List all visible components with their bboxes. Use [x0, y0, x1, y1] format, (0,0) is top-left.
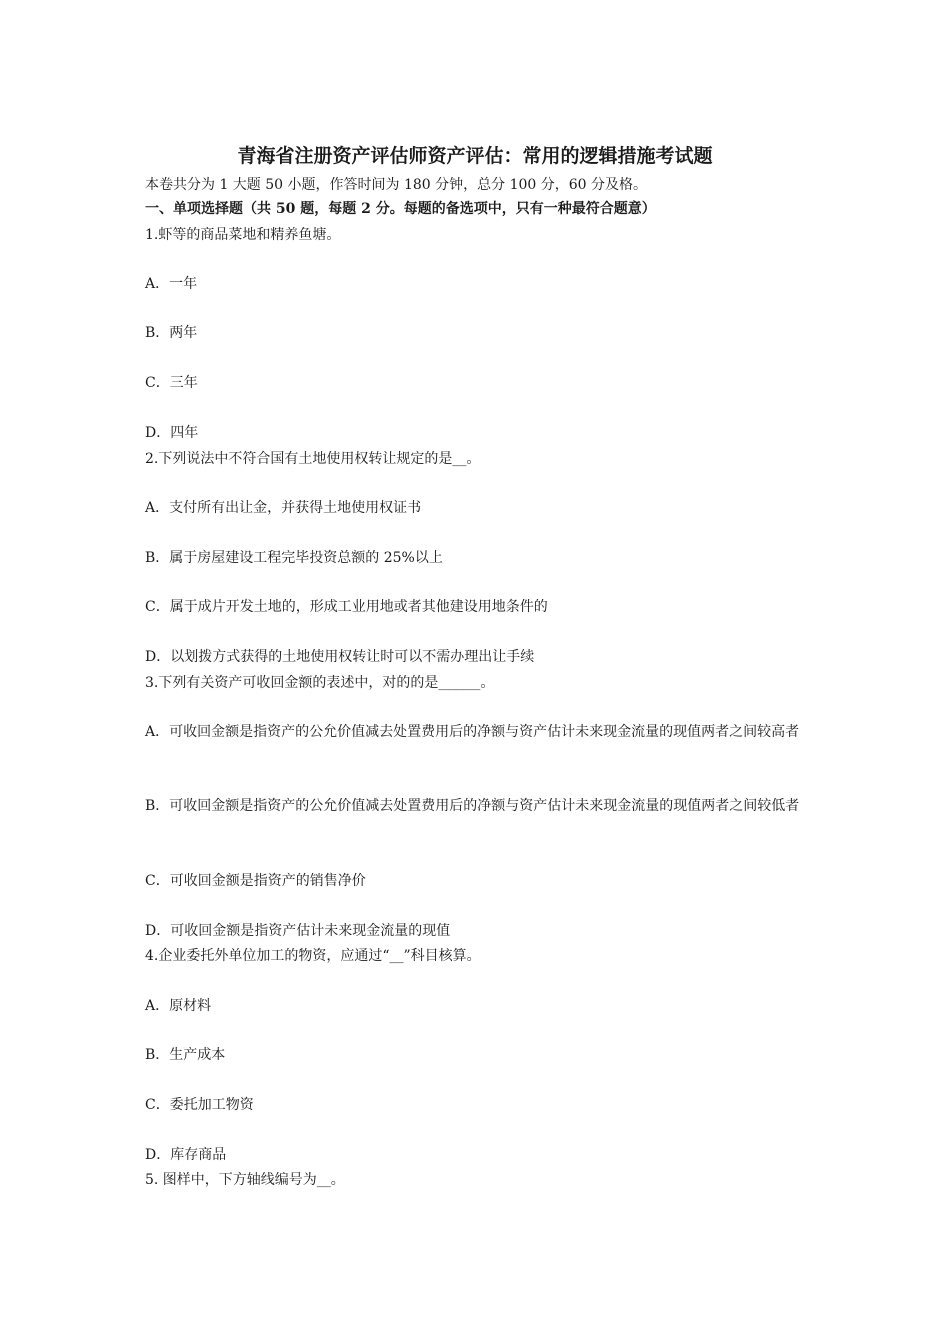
- question-1-option-c: C．三年: [145, 375, 198, 391]
- section-heading: 一、单项选择题（共 50 题，每题 2 分。每题的备选项中，只有一种最符合题意）: [145, 201, 656, 217]
- question-4: 4.企业委托外单位加工的物资，应通过“__”科目核算。: [145, 948, 481, 964]
- question-3-option-b: B．可收回金额是指资产的公允价值减去处置费用后的净额与资产估计未来现金流量的现值两者之间较低者: [145, 798, 800, 814]
- page-title: 青海省注册资产评估师资产评估：常用的逻辑措施考试题: [237, 145, 713, 167]
- question-3: 3.下列有关资产可收回金额的表述中，对的的是______。: [145, 675, 495, 691]
- question-3-option-c: C．可收回金额是指资产的销售净价: [145, 873, 366, 889]
- question-2-option-d: D．以划拨方式获得的土地使用权转让时可以不需办理出让手续: [145, 649, 535, 665]
- question-1-option-b: B．两年: [145, 325, 198, 341]
- question-4-option-b: B．生产成本: [145, 1047, 226, 1063]
- exam-intro: 本卷共分为 1 大题 50 小题，作答时间为 180 分钟，总分 100 分，60 分及格。: [145, 177, 648, 193]
- question-4-option-d: D．库存商品: [145, 1147, 227, 1163]
- question-1-option-d: D．四年: [145, 425, 199, 441]
- question-1: 1.虾等的商品菜地和精养鱼塘。: [145, 227, 341, 243]
- question-2-option-b: B．属于房屋建设工程完毕投资总额的 25%以上: [145, 550, 443, 566]
- question-5: 5. 图样中，下方轴线编号为__。: [145, 1172, 345, 1188]
- question-3-option-a: A．可收回金额是指资产的公允价值减去处置费用后的净额与资产估计未来现金流量的现值两者之间较高者: [145, 724, 800, 740]
- question-2-option-a: A．支付所有出让金，并获得土地使用权证书: [145, 500, 422, 516]
- question-3-option-d: D．可收回金额是指资产估计未来现金流量的现值: [145, 923, 451, 939]
- question-4-option-a: A．原材料: [145, 998, 212, 1014]
- question-2-option-c: C．属于成片开发土地的，形成工业用地或者其他建设用地条件的: [145, 599, 548, 615]
- question-2: 2.下列说法中不符合国有土地使用权转让规定的是__。: [145, 451, 481, 467]
- question-4-option-c: C．委托加工物资: [145, 1097, 254, 1113]
- question-1-option-a: A．一年: [145, 276, 198, 292]
